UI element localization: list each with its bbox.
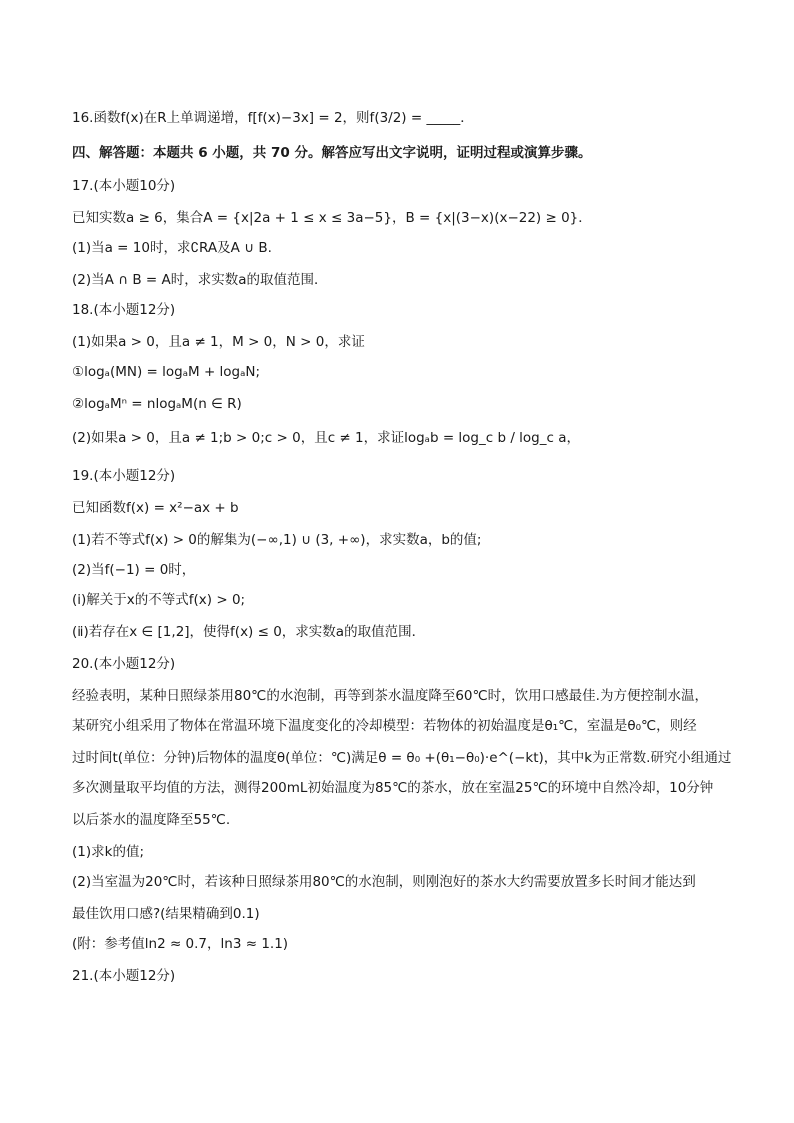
question-20-part-2-cont: 最佳饮用口感?(结果精确到0.1) [72, 906, 260, 922]
question-19-sub-i: (ⅰ)解关于x的不等式f(x) > 0; [72, 592, 246, 608]
question-19-part-2: (2)当f(−1) = 0时， [72, 562, 196, 578]
question-20-text-2: 某研究小组采用了物体在常温环境下温度变化的冷却模型：若物体的初始温度是θ₁℃，室温是θ₀℃，则经 [72, 718, 697, 734]
question-20-note: (附：参考值ln2 ≈ 0.7，ln3 ≈ 1.1) [72, 936, 289, 952]
question-20-text-4: 多次测量取平均值的方法，测得200mL初始温度为85℃的茶水，放在室温25℃的环境中自然冷却，10分钟 [72, 780, 714, 796]
question-20-text-3: 过时间t(单位：分钟)后物体的温度θ(单位：℃)满足θ = θ₀ +(θ₁−θ₀)·e^(−kt)，其中k为正常数.研究小组通过 [72, 750, 732, 766]
question-17-stem: 已知实数a ≥ 6，集合A = {x|2a + 1 ≤ x ≤ 3a−5}，B = {x|(3−x)(x−22) ≥ 0}． [72, 210, 592, 226]
question-19-stem: 已知函数f(x) = x²−ax + b [72, 500, 239, 516]
question-18-claim-1: ①logₐ(MN) = logₐM + logₐN; [72, 364, 261, 380]
question-18-header: 18.(本小题12分) [72, 302, 176, 318]
question-17-header: 17.(本小题10分) [72, 178, 176, 194]
question-21-header: 21.(本小题12分) [72, 968, 176, 984]
question-19-header: 19.(本小题12分) [72, 468, 176, 484]
question-20-text-5: 以后茶水的温度降至55℃. [72, 812, 231, 828]
question-19-part-1: (1)若不等式f(x) > 0的解集为(−∞,1) ∪ (3, +∞)，求实数a，b的值; [72, 532, 482, 548]
question-17-part-1: (1)当a = 10时，求∁RA及A ∪ B. [72, 240, 272, 256]
question-18-part-1: (1)如果a > 0，且a ≠ 1，M > 0，N > 0，求证 [72, 334, 365, 350]
question-16: 16.函数f(x)在R上单调递增，f[f(x)−3x] = 2，则f(3/2) = _____． [72, 110, 474, 126]
question-17-part-2: (2)当A ∩ B = A时，求实数a的取值范围． [72, 272, 328, 288]
question-20-header: 20.(本小题12分) [72, 656, 176, 672]
section-heading: 四、解答题：本题共 6 小题，共 70 分。解答应写出文字说明，证明过程或演算步骤。 [72, 145, 592, 161]
question-18-part-2: (2)如果a > 0，且a ≠ 1;b > 0;c > 0，且c ≠ 1，求证logₐb = log_c b / log_c a， [72, 430, 580, 446]
question-20-text-1: 经验表明，某种日照绿茶用80℃的水泡制，再等到茶水温度降至60℃时，饮用口感最佳.为方便控制水温， [72, 688, 708, 704]
question-20-part-2: (2)当室温为20℃时，若该种日照绿茶用80℃的水泡制，则刚泡好的茶水大约需要放置多长时间才能达到 [72, 874, 696, 890]
question-20-part-1: (1)求k的值; [72, 844, 144, 860]
question-18-claim-2: ②logₐMⁿ = nlogₐM(n ∈ R) [72, 396, 242, 412]
question-19-sub-ii: (ⅱ)若存在x ∈ [1,2]，使得f(x) ≤ 0，求实数a的取值范围． [72, 624, 426, 640]
